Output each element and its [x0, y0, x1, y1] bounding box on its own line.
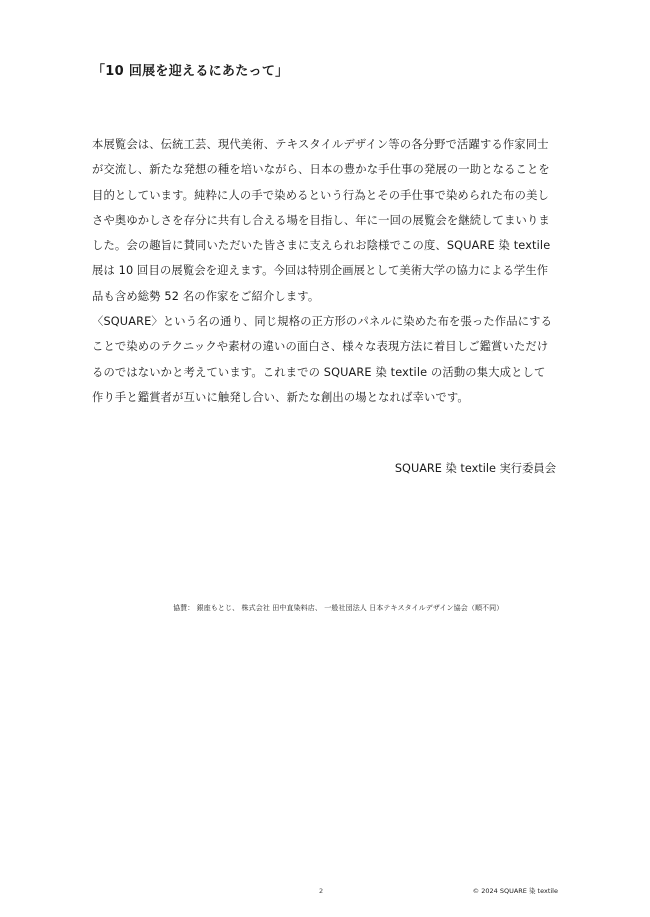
text-line: 本展覧会は、伝統工芸、現代美術、テキスタイルデザイン等の各分野で活躍する作家同士: [92, 138, 549, 151]
text-line: した。会の趣旨に賛同いただいた皆さまに支えられお陰様でこの度、SQUARE 染 textile: [92, 239, 551, 253]
text-line: が交流し、新たな発想の種を培いながら、日本の豊かな手仕事の発展の一助となることを: [92, 163, 550, 177]
page-number: 2: [319, 887, 324, 895]
text-line: さや奥ゆかしさを存分に共有し合える場を目指し、年に一回の展覧会を継続してまいりま: [92, 213, 550, 227]
text-line: るのではないかと考えています。これまでの SQUARE 染 textile の活動の集大成として: [92, 365, 546, 379]
text-line: ことで染めのテクニックや素材の違いの面白さ、様々な表現方法に着目しご鑑賞いただけ: [92, 340, 549, 354]
text-line: 〈SQUARE〉という名の通り、同じ規格の正方形のパネルに染めた布を張った作品にする: [92, 315, 553, 329]
page-title: 「10 回展を迎えるにあたって」: [92, 64, 289, 79]
body-text: [92, 132, 560, 410]
text-line: 目的としています。純粋に人の手で染めるという行為とその手仕事で染められた布の美し: [92, 188, 549, 202]
text-line: 作り手と鑑賞者が互いに触発し合い、新たな創出の場となれば幸いです。: [92, 390, 469, 404]
copyright-notice: © 2024 SQUARE 染 textile: [472, 887, 558, 895]
sponsors-credit: 協賛： 銀座もとじ、 株式会社 田中直染料店、 一般社団法人 日本テキスタイルデザイン協会（順不同）: [173, 604, 504, 612]
text-line: 品も含め総勢 52 名の作家をご紹介します。: [92, 289, 320, 303]
paragraph-intro: [92, 132, 560, 309]
text-line: 展は 10 回目の展覧会を迎えます。今回は特別企画展として美術大学の協力による学生作: [92, 264, 549, 278]
signature: SQUARE 染 textile 実行委員会: [394, 462, 556, 475]
paragraph-concept: [92, 309, 560, 410]
